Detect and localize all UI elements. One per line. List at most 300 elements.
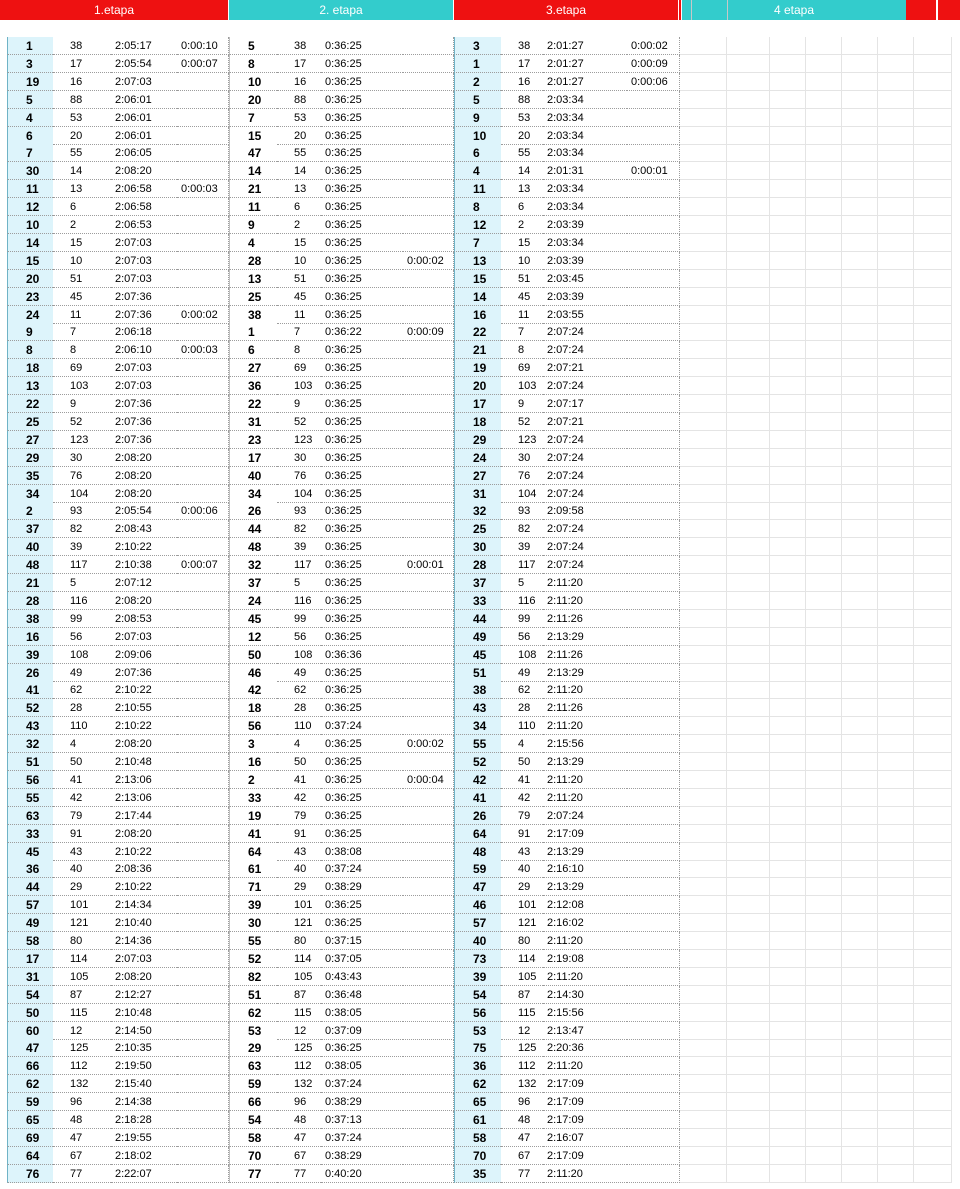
stage-2-position-cell[interactable]: 18 [229, 699, 277, 717]
stage-3-position-cell[interactable]: 31 [454, 485, 501, 503]
stage-2-gap-cell[interactable] [403, 109, 454, 127]
stage-2-gap-cell[interactable] [403, 968, 454, 986]
stage-3-gap-cell[interactable] [627, 860, 680, 878]
empty-cell[interactable] [770, 73, 806, 91]
empty-cell[interactable] [806, 1075, 842, 1093]
stage-2-position-cell[interactable]: 41 [229, 825, 277, 843]
stage-3-time-cell[interactable]: 2:11:20 [543, 681, 627, 699]
stage-2-position-cell[interactable]: 2 [229, 771, 277, 789]
stage-3-time-cell[interactable]: 2:03:34 [543, 127, 627, 145]
empty-cell[interactable] [842, 198, 878, 216]
empty-cell[interactable] [770, 198, 806, 216]
stage-3-time-cell[interactable]: 2:07:21 [543, 413, 627, 431]
empty-cell[interactable] [680, 270, 727, 288]
stage-2-position-cell[interactable]: 71 [229, 878, 277, 896]
empty-cell[interactable] [806, 323, 842, 341]
stage-2-time-cell[interactable]: 0:36:25 [321, 395, 403, 413]
stage-2-time-cell[interactable]: 0:37:13 [321, 1111, 403, 1129]
stage-3-gap-cell[interactable] [627, 1093, 680, 1111]
stage-2-gap-cell[interactable] [403, 502, 454, 520]
empty-cell[interactable] [842, 592, 878, 610]
empty-cell[interactable] [770, 520, 806, 538]
stage-1-gap-cell[interactable] [177, 485, 229, 503]
stage-1-position-cell[interactable]: 21 [7, 574, 53, 592]
stage-1-position-cell[interactable]: 33 [7, 825, 53, 843]
empty-cell[interactable] [727, 771, 770, 789]
stage-3-time-cell[interactable]: 2:07:24 [543, 431, 627, 449]
empty-cell[interactable] [914, 986, 952, 1004]
empty-cell[interactable] [878, 1039, 914, 1057]
stage-2-gap-cell[interactable] [403, 270, 454, 288]
stage-3-gap-cell[interactable]: 0:00:02 [627, 37, 680, 55]
empty-cell[interactable] [842, 431, 878, 449]
empty-cell[interactable] [806, 1165, 842, 1183]
stage-1-time-cell[interactable]: 2:10:22 [111, 681, 177, 699]
empty-cell[interactable] [806, 288, 842, 306]
stage-1-time-cell[interactable]: 2:07:03 [111, 377, 177, 395]
empty-cell[interactable] [727, 1129, 770, 1147]
empty-cell[interactable] [770, 431, 806, 449]
stage-2-bib-cell[interactable]: 115 [277, 1004, 321, 1022]
stage-3-bib-cell[interactable]: 29 [501, 878, 543, 896]
stage-1-gap-cell[interactable] [177, 520, 229, 538]
stage-2-time-cell[interactable]: 0:36:25 [321, 341, 403, 359]
empty-cell[interactable] [914, 699, 952, 717]
stage-2-time-cell[interactable]: 0:36:25 [321, 592, 403, 610]
stage-2-bib-cell[interactable]: 105 [277, 968, 321, 986]
stage-3-gap-cell[interactable] [627, 91, 680, 109]
stage-3-bib-cell[interactable]: 104 [501, 485, 543, 503]
empty-cell[interactable] [770, 628, 806, 646]
stage-1-time-cell[interactable]: 2:10:22 [111, 717, 177, 735]
empty-cell[interactable] [727, 789, 770, 807]
stage-3-gap-cell[interactable] [627, 377, 680, 395]
stage-2-time-cell[interactable]: 0:37:24 [321, 1129, 403, 1147]
stage-3-bib-cell[interactable]: 30 [501, 449, 543, 467]
stage-1-position-cell[interactable]: 47 [7, 1039, 53, 1057]
stage-2-position-cell[interactable]: 62 [229, 1004, 277, 1022]
empty-cell[interactable] [842, 270, 878, 288]
stage-3-time-cell[interactable]: 2:11:20 [543, 1057, 627, 1075]
empty-cell[interactable] [878, 1004, 914, 1022]
empty-cell[interactable] [770, 413, 806, 431]
stage-2-bib-cell[interactable]: 132 [277, 1075, 321, 1093]
empty-cell[interactable] [680, 771, 727, 789]
stage-3-time-cell[interactable]: 2:13:29 [543, 843, 627, 861]
empty-cell[interactable] [806, 73, 842, 91]
stage-1-position-cell[interactable]: 19 [7, 73, 53, 91]
empty-cell[interactable] [727, 860, 770, 878]
empty-cell[interactable] [914, 288, 952, 306]
stage-3-time-cell[interactable]: 2:11:20 [543, 574, 627, 592]
stage-1-position-cell[interactable]: 62 [7, 1075, 53, 1093]
empty-cell[interactable] [914, 860, 952, 878]
stage-3-time-cell[interactable]: 2:11:20 [543, 968, 627, 986]
stage-2-time-cell[interactable]: 0:36:25 [321, 377, 403, 395]
stage-3-bib-cell[interactable]: 13 [501, 180, 543, 198]
stage-2-gap-cell[interactable] [403, 144, 454, 162]
stage-3-bib-cell[interactable]: 79 [501, 807, 543, 825]
empty-cell[interactable] [727, 986, 770, 1004]
empty-cell[interactable] [680, 843, 727, 861]
stage-1-bib-cell[interactable]: 112 [53, 1057, 111, 1075]
empty-cell[interactable] [842, 896, 878, 914]
stage-1-position-cell[interactable]: 11 [7, 180, 53, 198]
empty-cell[interactable] [806, 1129, 842, 1147]
empty-cell[interactable] [842, 843, 878, 861]
empty-cell[interactable] [727, 485, 770, 503]
stage-3-header[interactable] [454, 0, 678, 20]
stage-1-position-cell[interactable]: 35 [7, 467, 53, 485]
stage-2-position-cell[interactable]: 28 [229, 252, 277, 270]
stage-2-position-cell[interactable]: 7 [229, 109, 277, 127]
empty-cell[interactable] [727, 413, 770, 431]
stage-1-position-cell[interactable]: 18 [7, 359, 53, 377]
stage-1-gap-cell[interactable]: 0:00:07 [177, 55, 229, 73]
empty-cell[interactable] [878, 162, 914, 180]
stage-1-position-cell[interactable]: 57 [7, 896, 53, 914]
stage-3-gap-cell[interactable] [627, 556, 680, 574]
empty-cell[interactable] [842, 914, 878, 932]
stage-3-time-cell[interactable]: 2:03:34 [543, 109, 627, 127]
stage-1-bib-cell[interactable]: 52 [53, 413, 111, 431]
empty-cell[interactable] [680, 144, 727, 162]
empty-cell[interactable] [770, 288, 806, 306]
stage-1-time-cell[interactable]: 2:07:36 [111, 431, 177, 449]
stage-2-bib-cell[interactable]: 99 [277, 610, 321, 628]
stage-2-bib-cell[interactable]: 56 [277, 628, 321, 646]
empty-cell[interactable] [770, 109, 806, 127]
stage-1-time-cell[interactable]: 2:10:48 [111, 753, 177, 771]
stage-1-position-cell[interactable]: 60 [7, 1022, 53, 1040]
empty-cell[interactable] [878, 377, 914, 395]
empty-cell[interactable] [806, 968, 842, 986]
stage-2-time-cell[interactable]: 0:36:25 [321, 180, 403, 198]
stage-3-time-cell[interactable]: 2:15:56 [543, 735, 627, 753]
stage-3-position-cell[interactable]: 62 [454, 1075, 501, 1093]
empty-cell[interactable] [727, 932, 770, 950]
empty-cell[interactable] [914, 91, 952, 109]
stage-2-bib-cell[interactable]: 12 [277, 1022, 321, 1040]
stage-1-time-cell[interactable]: 2:19:55 [111, 1129, 177, 1147]
stage-1-gap-cell[interactable] [177, 610, 229, 628]
empty-cell[interactable] [878, 55, 914, 73]
stage-3-time-cell[interactable]: 2:11:20 [543, 932, 627, 950]
empty-cell[interactable] [914, 109, 952, 127]
stage-1-bib-cell[interactable]: 29 [53, 878, 111, 896]
empty-cell[interactable] [806, 843, 842, 861]
stage-3-position-cell[interactable]: 21 [454, 341, 501, 359]
empty-cell[interactable] [727, 73, 770, 91]
empty-cell[interactable] [842, 986, 878, 1004]
empty-cell[interactable] [914, 681, 952, 699]
stage-2-time-cell[interactable]: 0:36:25 [321, 413, 403, 431]
empty-cell[interactable] [680, 556, 727, 574]
stage-1-time-cell[interactable]: 2:06:01 [111, 127, 177, 145]
stage-3-bib-cell[interactable]: 123 [501, 431, 543, 449]
stage-1-gap-cell[interactable] [177, 216, 229, 234]
stage-1-time-cell[interactable]: 2:07:36 [111, 288, 177, 306]
stage-1-time-cell[interactable]: 2:07:03 [111, 73, 177, 91]
stage-3-position-cell[interactable]: 70 [454, 1147, 501, 1165]
stage-3-time-cell[interactable]: 2:13:29 [543, 628, 627, 646]
stage-2-time-cell[interactable]: 0:36:25 [321, 127, 403, 145]
stage-3-position-cell[interactable]: 3 [454, 37, 501, 55]
stage-1-gap-cell[interactable]: 0:00:03 [177, 180, 229, 198]
empty-cell[interactable] [806, 789, 842, 807]
stage-1-time-cell[interactable]: 2:07:03 [111, 252, 177, 270]
stage-1-position-cell[interactable]: 37 [7, 520, 53, 538]
stage-2-time-cell[interactable]: 0:38:05 [321, 1057, 403, 1075]
empty-cell[interactable] [806, 467, 842, 485]
stage-3-position-cell[interactable]: 20 [454, 377, 501, 395]
stage-3-position-cell[interactable]: 28 [454, 556, 501, 574]
empty-cell[interactable] [842, 1111, 878, 1129]
stage-3-bib-cell[interactable]: 14 [501, 162, 543, 180]
stage-3-time-cell[interactable]: 2:17:09 [543, 1147, 627, 1165]
stage-2-time-cell[interactable]: 0:36:25 [321, 270, 403, 288]
empty-cell[interactable] [770, 1039, 806, 1057]
stage-2-bib-cell[interactable]: 53 [277, 109, 321, 127]
stage-3-gap-cell[interactable] [627, 198, 680, 216]
stage-3-bib-cell[interactable]: 103 [501, 377, 543, 395]
stage-2-bib-cell[interactable]: 125 [277, 1039, 321, 1057]
empty-cell[interactable] [842, 144, 878, 162]
stage-2-position-cell[interactable]: 55 [229, 932, 277, 950]
stage-1-bib-cell[interactable]: 56 [53, 628, 111, 646]
stage-2-position-cell[interactable]: 70 [229, 1147, 277, 1165]
stage-2-bib-cell[interactable]: 4 [277, 735, 321, 753]
stage-2-position-cell[interactable]: 24 [229, 592, 277, 610]
stage-3-gap-cell[interactable] [627, 323, 680, 341]
empty-cell[interactable] [680, 234, 727, 252]
empty-cell[interactable] [680, 198, 727, 216]
stage-1-time-cell[interactable]: 2:06:58 [111, 198, 177, 216]
stage-3-bib-cell[interactable]: 16 [501, 73, 543, 91]
empty-cell[interactable] [770, 1129, 806, 1147]
empty-cell[interactable] [878, 144, 914, 162]
empty-cell[interactable] [914, 37, 952, 55]
stage-2-bib-cell[interactable]: 117 [277, 556, 321, 574]
empty-cell[interactable] [680, 520, 727, 538]
stage-3-time-cell[interactable]: 2:12:08 [543, 896, 627, 914]
stage-3-position-cell[interactable]: 61 [454, 1111, 501, 1129]
empty-cell[interactable] [806, 431, 842, 449]
stage-3-bib-cell[interactable]: 41 [501, 771, 543, 789]
stage-3-gap-cell[interactable] [627, 717, 680, 735]
stage-3-gap-cell[interactable] [627, 771, 680, 789]
stage-1-time-cell[interactable]: 2:05:54 [111, 502, 177, 520]
empty-cell[interactable] [806, 717, 842, 735]
stage-1-bib-cell[interactable]: 13 [53, 180, 111, 198]
stage-3-time-cell[interactable]: 2:07:24 [543, 467, 627, 485]
empty-cell[interactable] [878, 485, 914, 503]
empty-cell[interactable] [842, 1147, 878, 1165]
stage-2-time-cell[interactable]: 0:36:25 [321, 252, 403, 270]
stage-3-bib-cell[interactable]: 50 [501, 753, 543, 771]
stage-2-gap-cell[interactable] [403, 1075, 454, 1093]
empty-cell[interactable] [680, 55, 727, 73]
empty-cell[interactable] [842, 950, 878, 968]
stage-2-header[interactable] [229, 0, 453, 20]
stage-2-position-cell[interactable]: 56 [229, 717, 277, 735]
empty-cell[interactable] [727, 91, 770, 109]
stage-2-gap-cell[interactable] [403, 986, 454, 1004]
stage-2-bib-cell[interactable]: 10 [277, 252, 321, 270]
stage-1-position-cell[interactable]: 52 [7, 699, 53, 717]
stage-1-time-cell[interactable]: 2:07:03 [111, 628, 177, 646]
empty-cell[interactable] [842, 55, 878, 73]
empty-cell[interactable] [914, 341, 952, 359]
stage-1-time-cell[interactable]: 2:07:36 [111, 413, 177, 431]
empty-cell[interactable] [727, 1111, 770, 1129]
stage-1-position-cell[interactable]: 65 [7, 1111, 53, 1129]
stage-2-position-cell[interactable]: 64 [229, 843, 277, 861]
empty-cell[interactable] [727, 717, 770, 735]
stage-1-bib-cell[interactable]: 42 [53, 789, 111, 807]
stage-3-position-cell[interactable]: 41 [454, 789, 501, 807]
empty-cell[interactable] [727, 1165, 770, 1183]
empty-cell[interactable] [914, 843, 952, 861]
empty-cell[interactable] [842, 467, 878, 485]
stage-2-gap-cell[interactable] [403, 878, 454, 896]
stage-3-position-cell[interactable]: 19 [454, 359, 501, 377]
stage-1-position-cell[interactable]: 39 [7, 646, 53, 664]
empty-cell[interactable] [914, 1165, 952, 1183]
stage-3-bib-cell[interactable]: 105 [501, 968, 543, 986]
empty-cell[interactable] [878, 413, 914, 431]
empty-cell[interactable] [727, 1057, 770, 1075]
stage-2-bib-cell[interactable]: 121 [277, 914, 321, 932]
stage-3-position-cell[interactable]: 56 [454, 1004, 501, 1022]
stage-1-time-cell[interactable]: 2:08:43 [111, 520, 177, 538]
stage-3-bib-cell[interactable]: 7 [501, 323, 543, 341]
stage-2-bib-cell[interactable]: 7 [277, 323, 321, 341]
stage-1-bib-cell[interactable]: 115 [53, 1004, 111, 1022]
stage-1-position-cell[interactable]: 51 [7, 753, 53, 771]
empty-cell[interactable] [914, 270, 952, 288]
stage-3-position-cell[interactable]: 49 [454, 628, 501, 646]
stage-3-bib-cell[interactable]: 39 [501, 538, 543, 556]
stage-3-bib-cell[interactable]: 62 [501, 681, 543, 699]
stage-1-position-cell[interactable]: 2 [7, 502, 53, 520]
stage-3-bib-cell[interactable]: 88 [501, 91, 543, 109]
stage-1-time-cell[interactable]: 2:13:06 [111, 771, 177, 789]
stage-1-bib-cell[interactable]: 9 [53, 395, 111, 413]
stage-3-position-cell[interactable]: 29 [454, 431, 501, 449]
stage-2-gap-cell[interactable] [403, 574, 454, 592]
stage-1-gap-cell[interactable] [177, 538, 229, 556]
stage-2-bib-cell[interactable]: 43 [277, 843, 321, 861]
stage-2-position-cell[interactable]: 31 [229, 413, 277, 431]
empty-cell[interactable] [842, 771, 878, 789]
stage-3-bib-cell[interactable]: 101 [501, 896, 543, 914]
empty-cell[interactable] [914, 180, 952, 198]
empty-cell[interactable] [842, 127, 878, 145]
stage-2-position-cell[interactable]: 47 [229, 144, 277, 162]
stage-1-bib-cell[interactable]: 12 [53, 1022, 111, 1040]
empty-cell[interactable] [806, 1093, 842, 1111]
empty-cell[interactable] [680, 699, 727, 717]
stage-1-bib-cell[interactable]: 53 [53, 109, 111, 127]
stage-1-time-cell[interactable]: 2:06:58 [111, 180, 177, 198]
stage-1-gap-cell[interactable] [177, 252, 229, 270]
empty-cell[interactable] [914, 914, 952, 932]
stage-1-gap-cell[interactable] [177, 288, 229, 306]
empty-cell[interactable] [680, 502, 727, 520]
empty-cell[interactable] [727, 234, 770, 252]
stage-1-time-cell[interactable]: 2:14:36 [111, 932, 177, 950]
empty-cell[interactable] [842, 753, 878, 771]
stage-2-gap-cell[interactable] [403, 825, 454, 843]
empty-cell[interactable] [914, 467, 952, 485]
empty-cell[interactable] [727, 270, 770, 288]
stage-1-time-cell[interactable]: 2:22:07 [111, 1165, 177, 1183]
empty-cell[interactable] [878, 73, 914, 91]
empty-cell[interactable] [914, 1039, 952, 1057]
stage-2-gap-cell[interactable] [403, 914, 454, 932]
empty-cell[interactable] [806, 306, 842, 324]
stage-1-bib-cell[interactable]: 121 [53, 914, 111, 932]
stage-2-gap-cell[interactable] [403, 377, 454, 395]
stage-1-position-cell[interactable]: 26 [7, 664, 53, 682]
empty-cell[interactable] [770, 914, 806, 932]
stage-2-position-cell[interactable]: 27 [229, 359, 277, 377]
stage-2-gap-cell[interactable] [403, 932, 454, 950]
empty-cell[interactable] [842, 556, 878, 574]
stage-3-position-cell[interactable]: 54 [454, 986, 501, 1004]
empty-cell[interactable] [680, 896, 727, 914]
stage-2-time-cell[interactable]: 0:36:25 [321, 825, 403, 843]
stage-2-position-cell[interactable]: 36 [229, 377, 277, 395]
stage-2-position-cell[interactable]: 34 [229, 485, 277, 503]
stage-1-time-cell[interactable]: 2:10:48 [111, 1004, 177, 1022]
stage-3-bib-cell[interactable]: 20 [501, 127, 543, 145]
empty-cell[interactable] [806, 1111, 842, 1129]
stage-1-position-cell[interactable]: 15 [7, 252, 53, 270]
empty-cell[interactable] [770, 91, 806, 109]
stage-2-bib-cell[interactable]: 30 [277, 449, 321, 467]
stage-1-position-cell[interactable]: 49 [7, 914, 53, 932]
empty-cell[interactable] [680, 735, 727, 753]
stage-3-gap-cell[interactable] [627, 520, 680, 538]
empty-cell[interactable] [806, 449, 842, 467]
stage-3-time-cell[interactable]: 2:14:30 [543, 986, 627, 1004]
stage-1-time-cell[interactable]: 2:10:55 [111, 699, 177, 717]
stage-2-position-cell[interactable]: 22 [229, 395, 277, 413]
empty-cell[interactable] [727, 1075, 770, 1093]
empty-cell[interactable] [806, 252, 842, 270]
stage-3-gap-cell[interactable] [627, 878, 680, 896]
stage-1-bib-cell[interactable]: 88 [53, 91, 111, 109]
empty-cell[interactable] [680, 825, 727, 843]
stage-3-gap-cell[interactable] [627, 735, 680, 753]
empty-cell[interactable] [806, 359, 842, 377]
empty-cell[interactable] [727, 520, 770, 538]
stage-2-gap-cell[interactable] [403, 467, 454, 485]
stage-3-position-cell[interactable]: 33 [454, 592, 501, 610]
empty-cell[interactable] [806, 395, 842, 413]
stage-3-time-cell[interactable]: 2:11:20 [543, 789, 627, 807]
stage-2-time-cell[interactable]: 0:36:25 [321, 234, 403, 252]
empty-cell[interactable] [727, 395, 770, 413]
stage-3-bib-cell[interactable]: 82 [501, 520, 543, 538]
empty-cell[interactable] [878, 699, 914, 717]
stage-1-position-cell[interactable]: 76 [7, 1165, 53, 1183]
stage-3-gap-cell[interactable] [627, 216, 680, 234]
empty-cell[interactable] [842, 1004, 878, 1022]
empty-cell[interactable] [878, 1129, 914, 1147]
